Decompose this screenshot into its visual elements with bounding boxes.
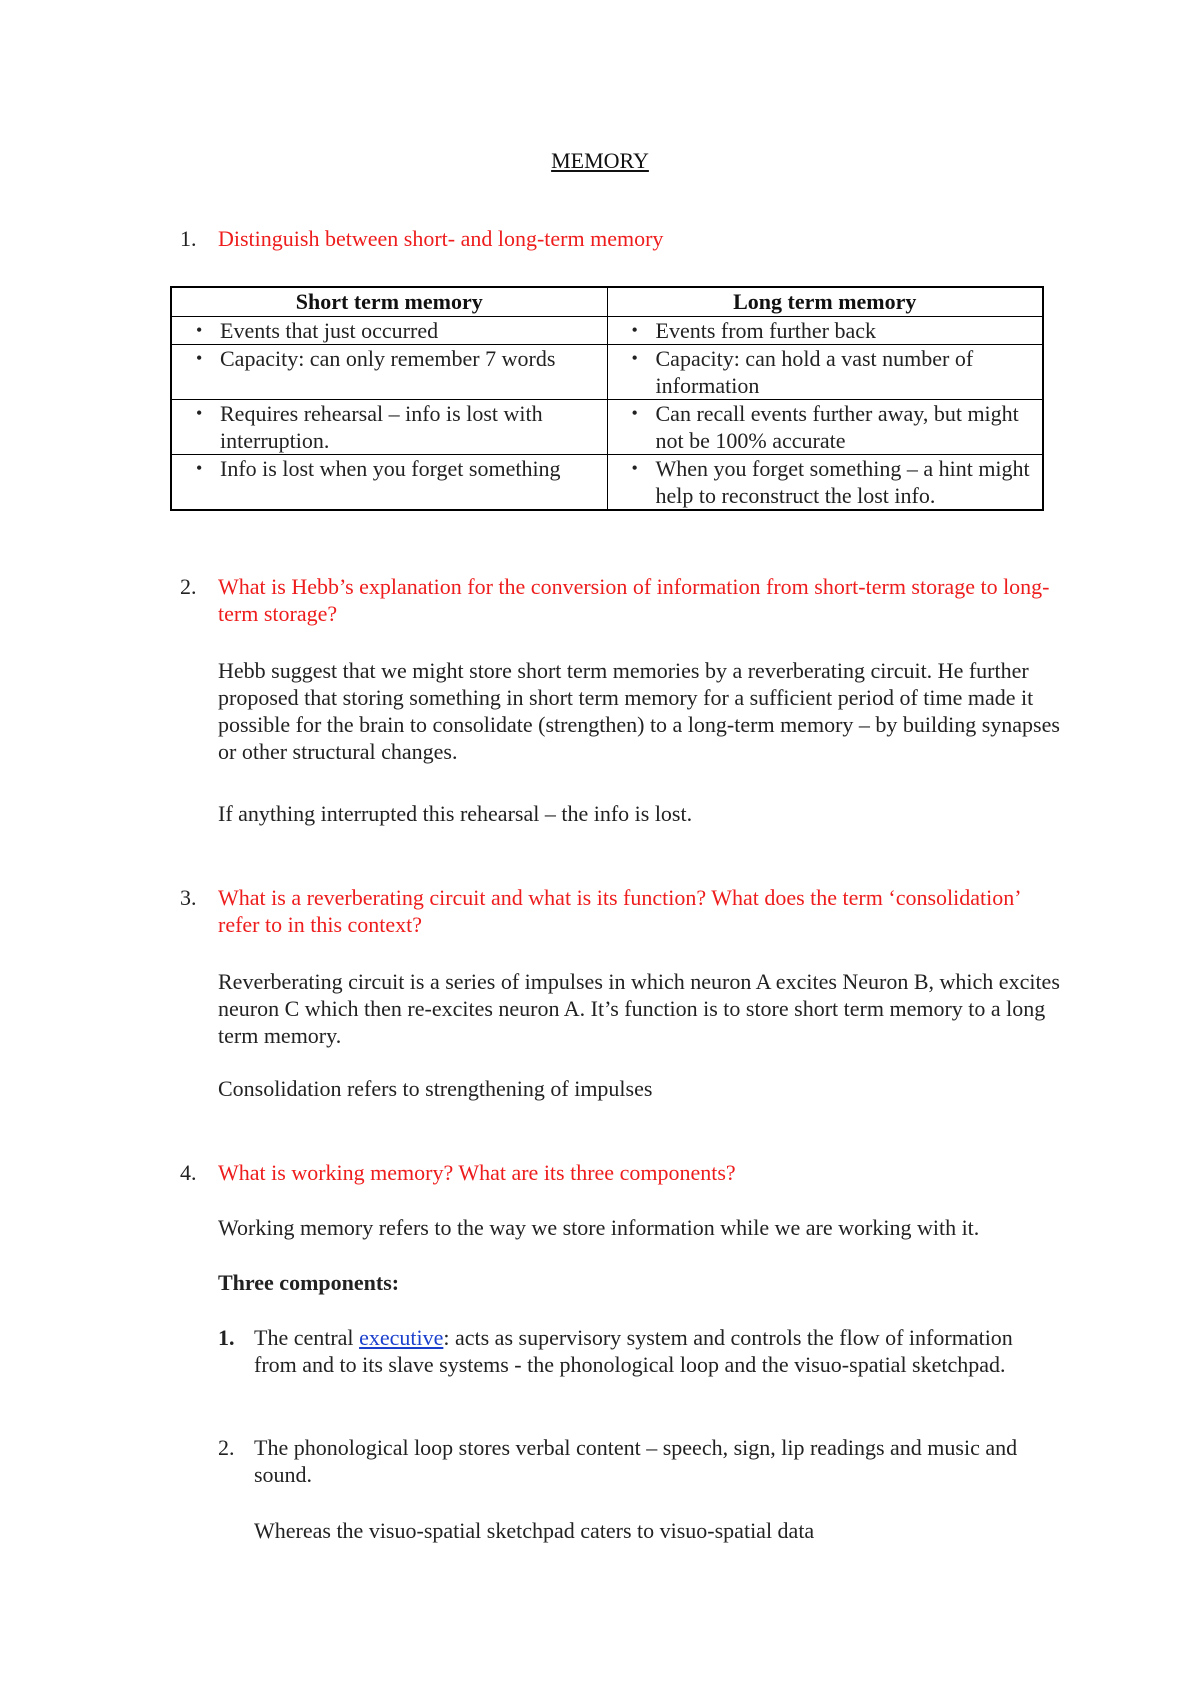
bullet-icon: • bbox=[631, 320, 638, 340]
table-cell: • Requires rehearsal – info is lost with interruption. bbox=[171, 400, 607, 455]
table-cell: • Events from further back bbox=[607, 317, 1043, 345]
answer-paragraph: Working memory refers to the way we store information while we are working with it. bbox=[218, 1215, 980, 1240]
bullet-icon: • bbox=[196, 403, 203, 423]
bullet-icon: • bbox=[631, 458, 638, 478]
table-cell: • Capacity: can hold a vast number of information bbox=[607, 345, 1043, 400]
question-text: Distinguish between short- and long-term memory bbox=[218, 226, 664, 251]
bullet-icon: • bbox=[196, 458, 203, 478]
document-page: MEMORY 1. Distinguish between short- and long-term memory Short term memory Long term memory • Events that just occurred • Events from further back • Capacity: can only remember 7 words • Capacity: can hold a vast number of information • Requires rehearsal – info is lost with interruption. • Can recall events further away, but might not be 100% accurate • Info is lost when you forget something • When you forget something – a hint might help to reconstruct the lost info. 2. What is Hebb’s explanation for the conversion of information from short-term storage to long-term storage? Hebb suggest that we might store short term memories by a reverberating circuit. He further proposed that storing something in short term memory for a sufficient period of time made it possible for the brain to consolidate (strengthen) to a long-term memory – by building synapses or other structural changes. If anything interrupted this rehearsal – the info is lost. 3. What is a reverberating circuit and what is its function? What does the term ‘consolidation’ refer to in this context? Reverberating circuit is a series of impulses in which neuron A excites Neuron B, which excites neuron C which then re-excites neuron A. It’s function is to store short term memory to a long term memory. Consolidation refers to strengthening of impulses 4. What is working memory? What are its three components? Working memory refers to the way we store information while we are working with it. Three components: 1. The central executive: acts as supervisory system and controls the flow of information from and to its slave systems - the phonological loop and the visuo-spatial sketchpad. 2. The phonological loop stores verbal content – speech, sign, lip readings and music and sound. Whereas the visuo-spatial sketchpad caters to visuo-spatial data bbox=[0, 0, 1200, 1698]
bullet-icon: • bbox=[196, 348, 203, 368]
table-row bbox=[171, 400, 1043, 455]
table-row bbox=[171, 345, 1043, 400]
components-heading: Three components: bbox=[218, 1270, 400, 1295]
component-number: 1. bbox=[218, 1325, 235, 1350]
table-row bbox=[171, 455, 1043, 511]
question-text: What is Hebb’s explanation for the conversion of information from short-term storage to long-term storage? bbox=[218, 574, 1050, 626]
column-header: Long term memory bbox=[607, 287, 1043, 317]
question-text: What is working memory? What are its three components? bbox=[218, 1160, 736, 1185]
memory-comparison-table bbox=[170, 286, 1044, 511]
component-note: Whereas the visuo-spatial sketchpad caters to visuo-spatial data bbox=[254, 1518, 815, 1543]
table-cell: • Capacity: can only remember 7 words bbox=[171, 345, 607, 400]
question-number: 3. bbox=[180, 885, 197, 910]
executive-link[interactable]: executive bbox=[359, 1325, 444, 1350]
page-title: MEMORY bbox=[551, 148, 649, 173]
bullet-icon: • bbox=[631, 403, 638, 423]
answer-paragraph: Hebb suggest that we might store short term memories by a reverberating circuit. He further proposed that storing something in short term memory for a sufficient period of time made it possible for the brain to consolidate (strengthen) to a long-term memory – by building synapses or other structural changes. bbox=[218, 658, 1060, 764]
column-header: Short term memory bbox=[171, 287, 607, 317]
answer-paragraph: If anything interrupted this rehearsal – the info is lost. bbox=[218, 801, 693, 826]
table-cell: • Info is lost when you forget something bbox=[171, 455, 607, 511]
bullet-icon: • bbox=[631, 348, 638, 368]
table-row bbox=[171, 317, 1043, 345]
question-number: 1. bbox=[180, 226, 197, 251]
table-cell: • When you forget something – a hint might help to reconstruct the lost info. bbox=[607, 455, 1043, 511]
question-number: 2. bbox=[180, 574, 197, 599]
answer-paragraph: Consolidation refers to strengthening of impulses bbox=[218, 1076, 653, 1101]
component-number: 2. bbox=[218, 1435, 235, 1460]
table-header-row bbox=[171, 287, 1043, 317]
bullet-icon: • bbox=[196, 320, 203, 340]
question-text: What is a reverberating circuit and what is its function? What does the term ‘consolidation’ refer to in this context? bbox=[218, 885, 1020, 937]
answer-paragraph: Reverberating circuit is a series of impulses in which neuron A excites Neuron B, which excites neuron C which then re-excites neuron A. It’s function is to store short term memory to a long term memory. bbox=[218, 969, 1060, 1048]
question-number: 4. bbox=[180, 1160, 197, 1185]
table-cell: • Can recall events further away, but might not be 100% accurate bbox=[607, 400, 1043, 455]
table-cell: • Events that just occurred bbox=[171, 317, 607, 345]
